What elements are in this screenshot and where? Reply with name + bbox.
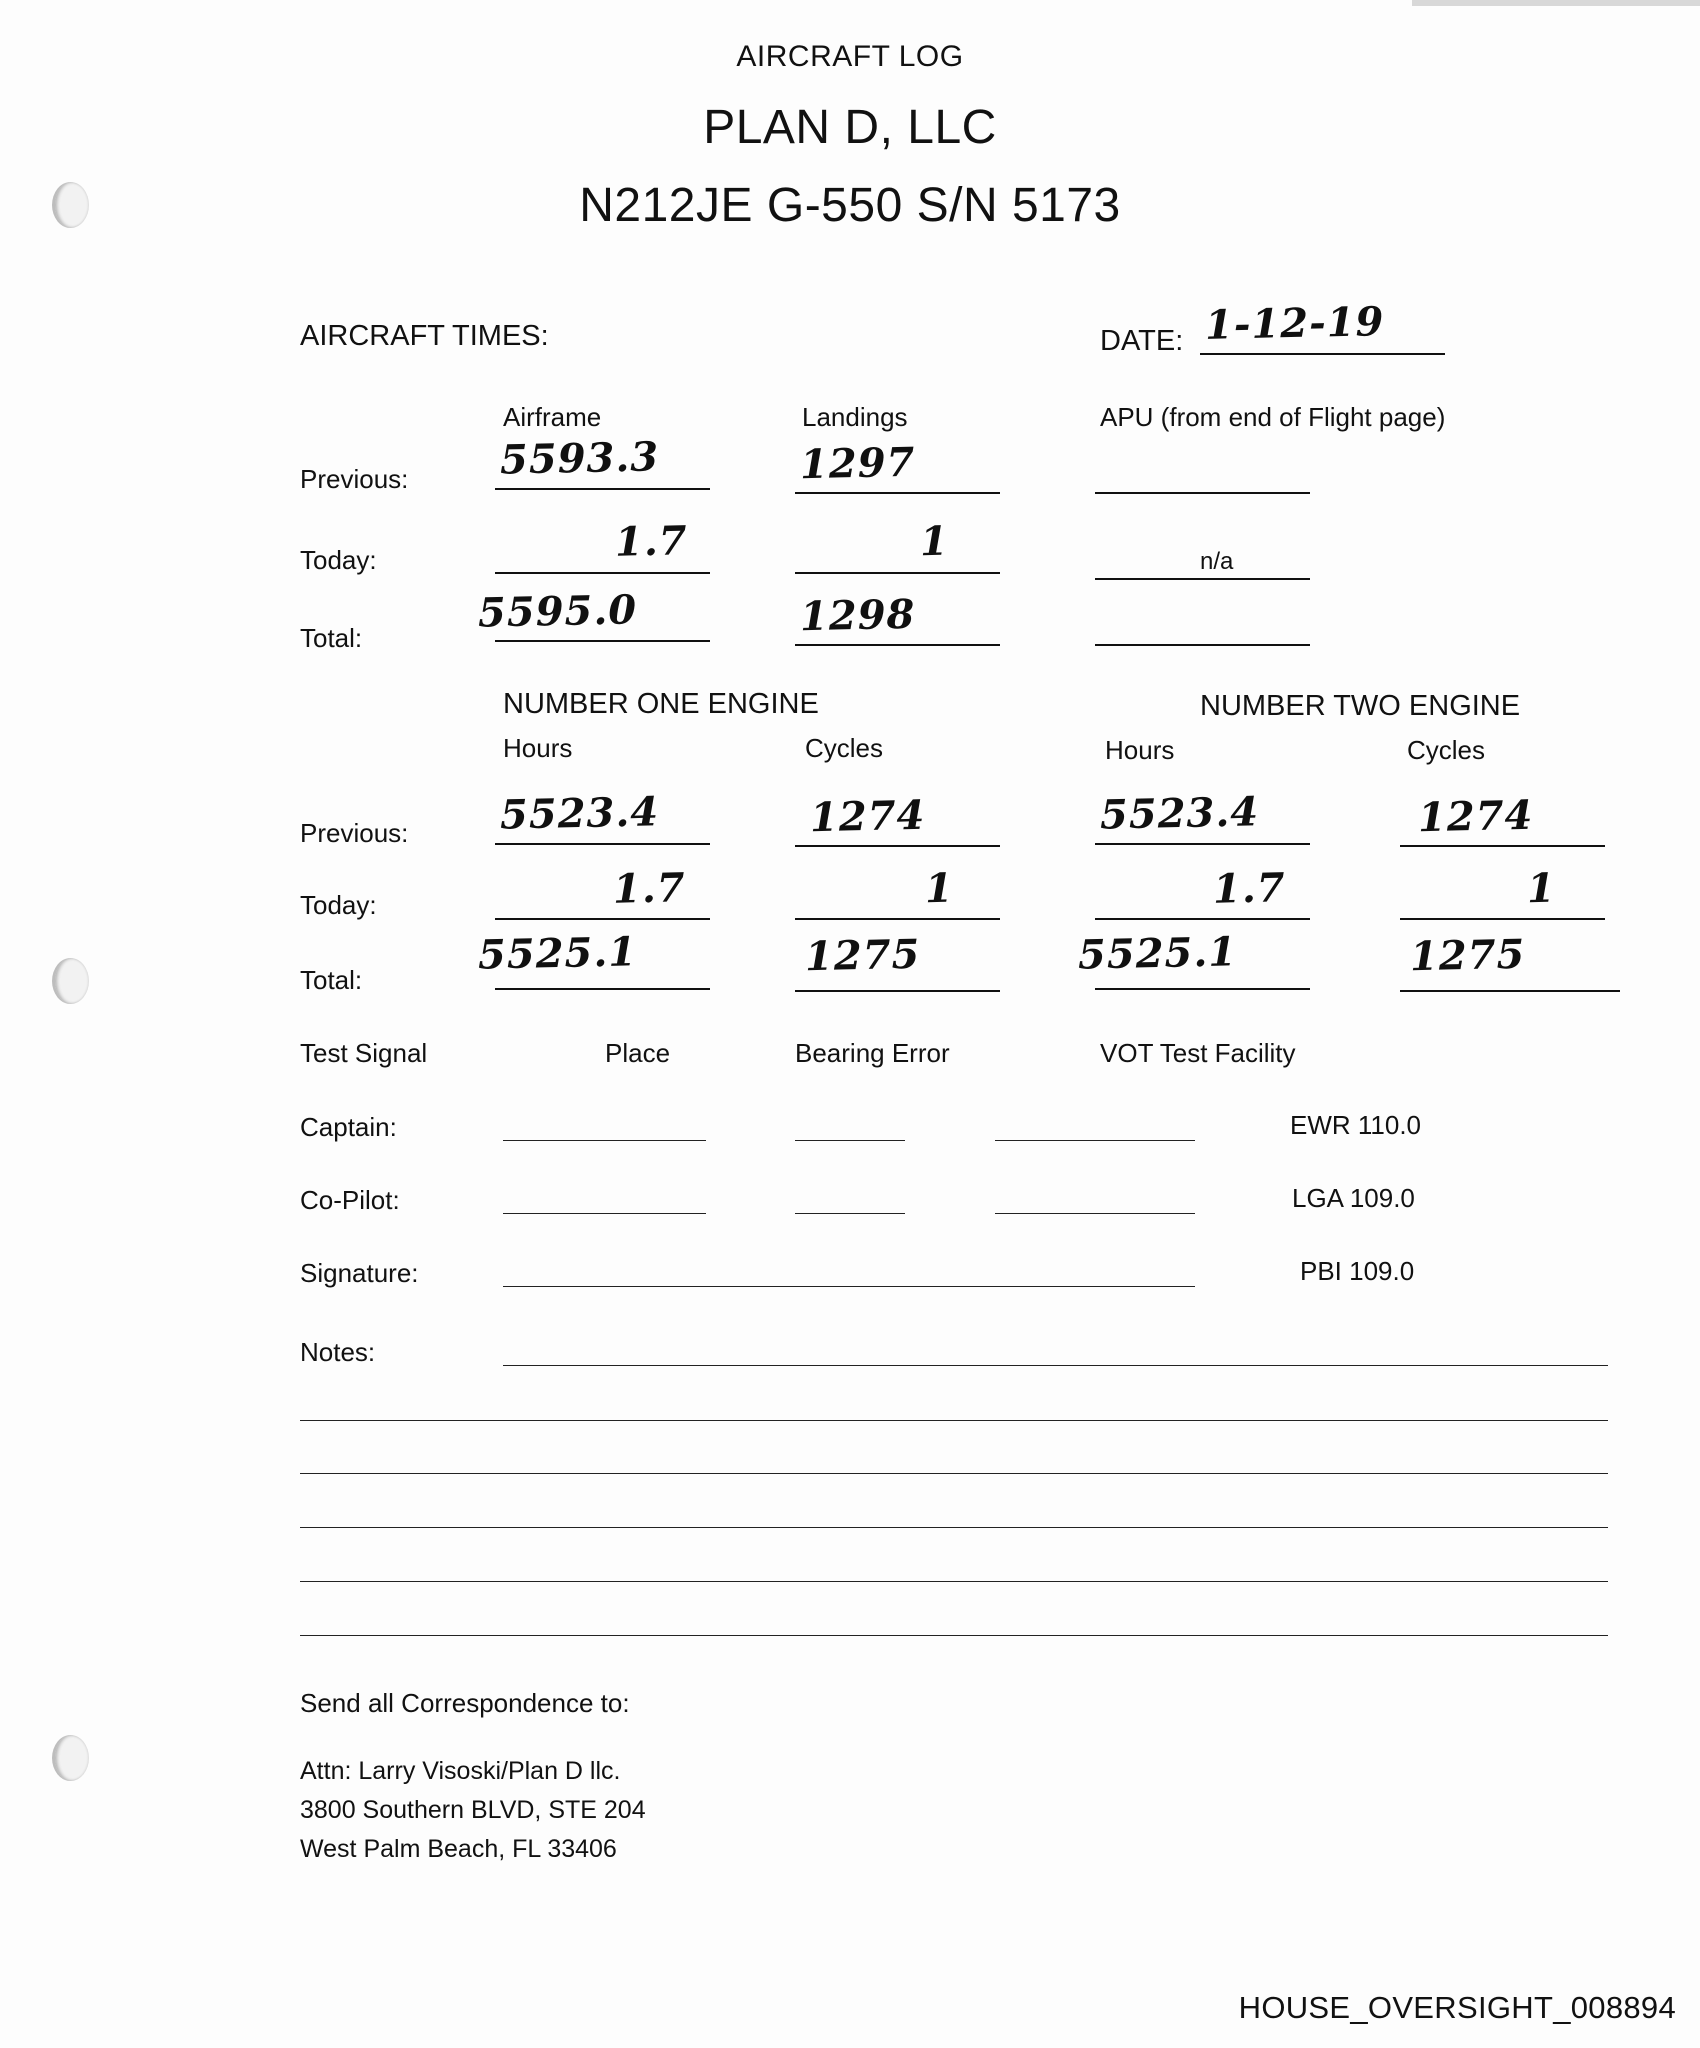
engine-row-label-total: Total: xyxy=(300,965,363,995)
e2-hours-previous-underline xyxy=(1095,843,1310,845)
column-header-apu: APU (from end of Flight page) xyxy=(1100,402,1446,432)
engine-row-label-today: Today: xyxy=(300,890,377,920)
engine-one-cycles-today: 1 xyxy=(924,864,955,913)
notes-line-1 xyxy=(503,1365,1608,1366)
engine-two-cycles-total: 1275 xyxy=(1409,930,1526,981)
captain-extra-line xyxy=(995,1140,1195,1141)
engine-two-heading: NUMBER TWO ENGINE xyxy=(1200,690,1521,722)
notes-line-4 xyxy=(300,1527,1608,1528)
e2-hours-total-underline xyxy=(1095,988,1310,990)
punch-hole-icon xyxy=(52,1735,89,1781)
airframe-total-underline xyxy=(495,640,710,642)
row-label-signature: Signature: xyxy=(300,1258,419,1288)
engine-two-hours-total: 5525.1 xyxy=(1077,928,1238,979)
engine-one-hours-total: 5525.1 xyxy=(477,928,638,979)
landings-total-underline xyxy=(795,644,1000,646)
landings-previous-value: 1297 xyxy=(799,438,916,489)
apu-today-underline xyxy=(1095,578,1310,580)
e2-cycles-total-underline xyxy=(1400,990,1620,992)
date-label: DATE: xyxy=(1100,325,1184,357)
row-label-captain: Captain: xyxy=(300,1112,397,1142)
e2-cycles-today-underline xyxy=(1400,918,1605,920)
engine-one-cycles-total: 1275 xyxy=(804,930,921,981)
engine-row-label-previous: Previous: xyxy=(300,818,409,848)
row-label-today: Today: xyxy=(300,545,377,575)
test-signal-heading: Test Signal xyxy=(300,1038,428,1068)
apu-total-underline xyxy=(1095,644,1310,646)
vot-facility-ewr: EWR 110.0 xyxy=(1290,1110,1422,1140)
date-value: 1-12-19 xyxy=(1204,298,1385,349)
landings-today-underline xyxy=(795,572,1000,574)
copilot-place-line xyxy=(503,1213,706,1214)
landings-total-value: 1298 xyxy=(799,590,916,641)
e1-cycles-previous-underline xyxy=(795,845,1000,847)
engine-two-hours-today: 1.7 xyxy=(1212,864,1287,913)
notes-label: Notes: xyxy=(300,1337,376,1367)
e1-hours-today-underline xyxy=(495,918,710,920)
notes-line-5 xyxy=(300,1581,1608,1582)
apu-today-value: n/a xyxy=(1200,548,1234,575)
apu-previous-underline xyxy=(1095,492,1310,494)
engine-two-col-cycles: Cycles xyxy=(1407,735,1486,765)
copilot-extra-line xyxy=(995,1213,1195,1214)
airframe-previous-value: 5593.3 xyxy=(499,433,660,484)
engine-two-cycles-today: 1 xyxy=(1526,864,1557,913)
airframe-today-underline xyxy=(495,572,710,574)
engine-two-hours-previous: 5523.4 xyxy=(1099,788,1260,839)
copilot-bearing-line xyxy=(795,1213,905,1214)
vot-facility-lga: LGA 109.0 xyxy=(1292,1183,1415,1213)
airframe-previous-underline xyxy=(495,488,710,490)
notes-line-3 xyxy=(300,1473,1608,1474)
engine-one-cycles-previous: 1274 xyxy=(809,791,926,842)
correspondence-line-2: 3800 Southern BLVD, STE 204 xyxy=(300,1796,646,1824)
e1-cycles-total-underline xyxy=(795,990,1000,992)
engine-one-col-hours: Hours xyxy=(503,733,573,763)
column-header-landings: Landings xyxy=(802,402,908,432)
notes-line-6 xyxy=(300,1635,1608,1636)
landings-today-value: 1 xyxy=(919,517,950,566)
e1-hours-total-underline xyxy=(495,988,710,990)
column-header-airframe: Airframe xyxy=(503,402,602,432)
row-label-previous: Previous: xyxy=(300,464,409,494)
company-name: PLAN D, LLC xyxy=(703,101,997,154)
date-underline xyxy=(1200,353,1445,355)
notes-line-2 xyxy=(300,1420,1608,1421)
engine-one-heading: NUMBER ONE ENGINE xyxy=(503,688,819,720)
test-signal-col-vot: VOT Test Facility xyxy=(1100,1038,1296,1068)
e1-cycles-today-underline xyxy=(795,918,1000,920)
engine-one-col-cycles: Cycles xyxy=(805,733,884,763)
correspondence-line-1: Attn: Larry Visoski/Plan D llc. xyxy=(300,1757,621,1785)
bates-number: HOUSE_OVERSIGHT_008894 xyxy=(1238,1990,1676,2025)
signature-line xyxy=(503,1286,1195,1287)
e2-hours-today-underline xyxy=(1095,918,1310,920)
test-signal-col-bearing-error: Bearing Error xyxy=(795,1038,950,1068)
engine-one-hours-previous: 5523.4 xyxy=(499,788,660,839)
page-top-edge-shadow xyxy=(1412,0,1700,6)
aircraft-times-heading: AIRCRAFT TIMES: xyxy=(300,320,549,352)
e1-hours-previous-underline xyxy=(495,843,710,845)
e2-cycles-previous-underline xyxy=(1400,845,1605,847)
vot-facility-pbi: PBI 109.0 xyxy=(1300,1256,1415,1286)
airframe-today-value: 1.7 xyxy=(614,517,689,566)
document-kicker: AIRCRAFT LOG xyxy=(736,40,964,73)
punch-hole-icon xyxy=(52,958,89,1004)
aircraft-identifier: N212JE G-550 S/N 5173 xyxy=(579,179,1121,232)
correspondence-heading: Send all Correspondence to: xyxy=(300,1688,630,1718)
landings-previous-underline xyxy=(795,492,1000,494)
row-label-total: Total: xyxy=(300,623,363,653)
airframe-total-value: 5595.0 xyxy=(477,586,638,637)
captain-bearing-line xyxy=(795,1140,905,1141)
engine-two-col-hours: Hours xyxy=(1105,735,1175,765)
correspondence-line-3: West Palm Beach, FL 33406 xyxy=(300,1835,617,1863)
engine-two-cycles-previous: 1274 xyxy=(1417,791,1534,842)
row-label-copilot: Co-Pilot: xyxy=(300,1185,400,1215)
test-signal-col-place: Place xyxy=(605,1038,671,1068)
engine-one-hours-today: 1.7 xyxy=(612,864,687,913)
captain-place-line xyxy=(503,1140,706,1141)
